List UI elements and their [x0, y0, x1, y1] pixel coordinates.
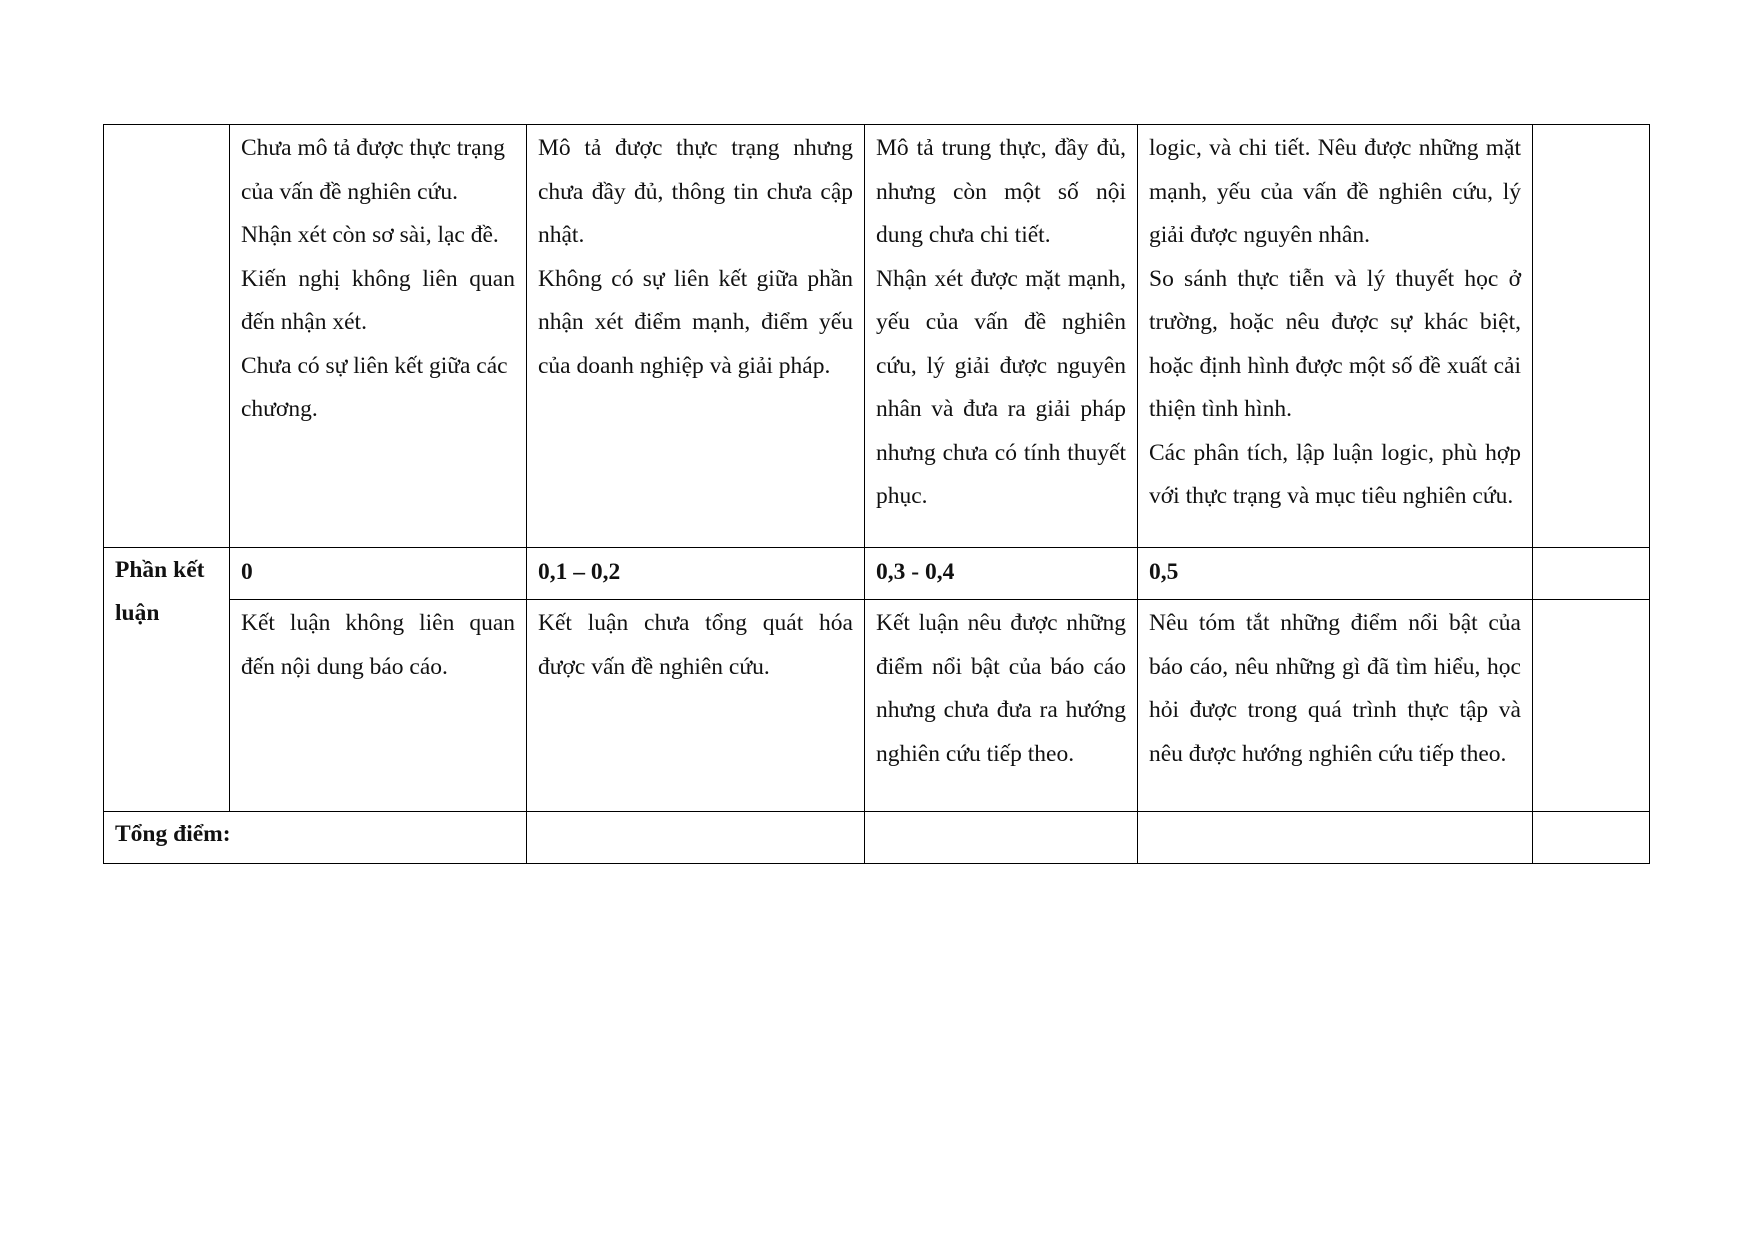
criteria-text: Kiến nghị không liên quan đến nhận xét.: [241, 265, 515, 335]
criteria-cell-level-1: [527, 125, 865, 548]
score-cell-empty: [1533, 548, 1650, 600]
section-label-conclusion: Phần kết luận: [104, 548, 230, 812]
criteria-text: Nhận xét còn sơ sài, lạc đề.: [241, 222, 499, 248]
criteria-text: Chưa mô tả được thực trạng của vấn đề nghiên cứu.: [241, 135, 506, 205]
criteria-text: Mô tả được thực trạng nhưng chưa đầy đủ, thông tin chưa cập nhật.: [538, 135, 853, 248]
conclusion-criteria-row: [104, 600, 1650, 812]
section-label-cell-empty: [104, 125, 230, 548]
criteria-text: logic, và chi tiết. Nêu được những mặt mạnh, yếu của vấn đề nghiên cứu, lý giải được nguyên nhân.: [1149, 135, 1521, 248]
total-cell-empty: [527, 812, 865, 864]
total-score-label: Tổng điểm:: [104, 812, 527, 864]
criteria-text: Không có sự liên kết giữa phần nhận xét điểm mạnh, điểm yếu của doanh nghiệp và giải pháp.: [538, 265, 853, 379]
score-range-level-0: 0: [230, 548, 527, 600]
score-range-level-2: 0,3 - 0,4: [865, 548, 1138, 600]
criteria-text: Chưa có sự liên kết giữa các chương.: [241, 352, 508, 422]
criteria-text: Mô tả trung thực, đầy đủ, nhưng còn một số nội dung chưa chi tiết.: [876, 135, 1126, 248]
conclusion-criteria-level-1: Kết luận chưa tổng quát hóa được vấn đề nghiên cứu.: [527, 600, 865, 812]
total-score-row: [104, 812, 1650, 864]
criteria-cell-level-3: [1138, 125, 1533, 548]
content-criteria-row: [104, 125, 1650, 548]
criteria-text: Nhận xét được mặt mạnh, yếu của vấn đề nghiên cứu, lý giải được nguyên nhân và đưa ra giải pháp nhưng chưa có tính thuyết phục.: [876, 265, 1126, 509]
total-cell-empty: [1533, 812, 1650, 864]
conclusion-score-row: [104, 548, 1650, 600]
score-range-level-1: 0,1 – 0,2: [527, 548, 865, 600]
total-cell-empty: [1138, 812, 1533, 864]
conclusion-criteria-level-2: Kết luận nêu được những điểm nổi bật của báo cáo nhưng chưa đưa ra hướng nghiên cứu tiếp theo.: [865, 600, 1138, 812]
score-range-level-3: 0,5: [1138, 548, 1533, 600]
conclusion-criteria-level-3: Nêu tóm tắt những điểm nổi bật của báo cáo, nêu những gì đã tìm hiểu, học hỏi được trong quá trình thực tập và nêu được hướng nghiên cứu tiếp theo.: [1138, 600, 1533, 812]
criteria-text: Các phân tích, lập luận logic, phù hợp với thực trạng và mục tiêu nghiên cứu.: [1149, 439, 1521, 509]
grading-rubric-table: [103, 124, 1650, 864]
score-cell-empty: [1533, 600, 1650, 812]
total-cell-empty: [865, 812, 1138, 864]
conclusion-criteria-level-0: Kết luận không liên quan đến nội dung báo cáo.: [230, 600, 527, 812]
criteria-cell-level-0: [230, 125, 527, 548]
criteria-cell-level-2: [865, 125, 1138, 548]
criteria-text: So sánh thực tiễn và lý thuyết học ở trường, hoặc nêu được sự khác biệt, hoặc định hình được một số đề xuất cải thiện tình hình.: [1149, 265, 1521, 422]
score-cell-empty: [1533, 125, 1650, 548]
